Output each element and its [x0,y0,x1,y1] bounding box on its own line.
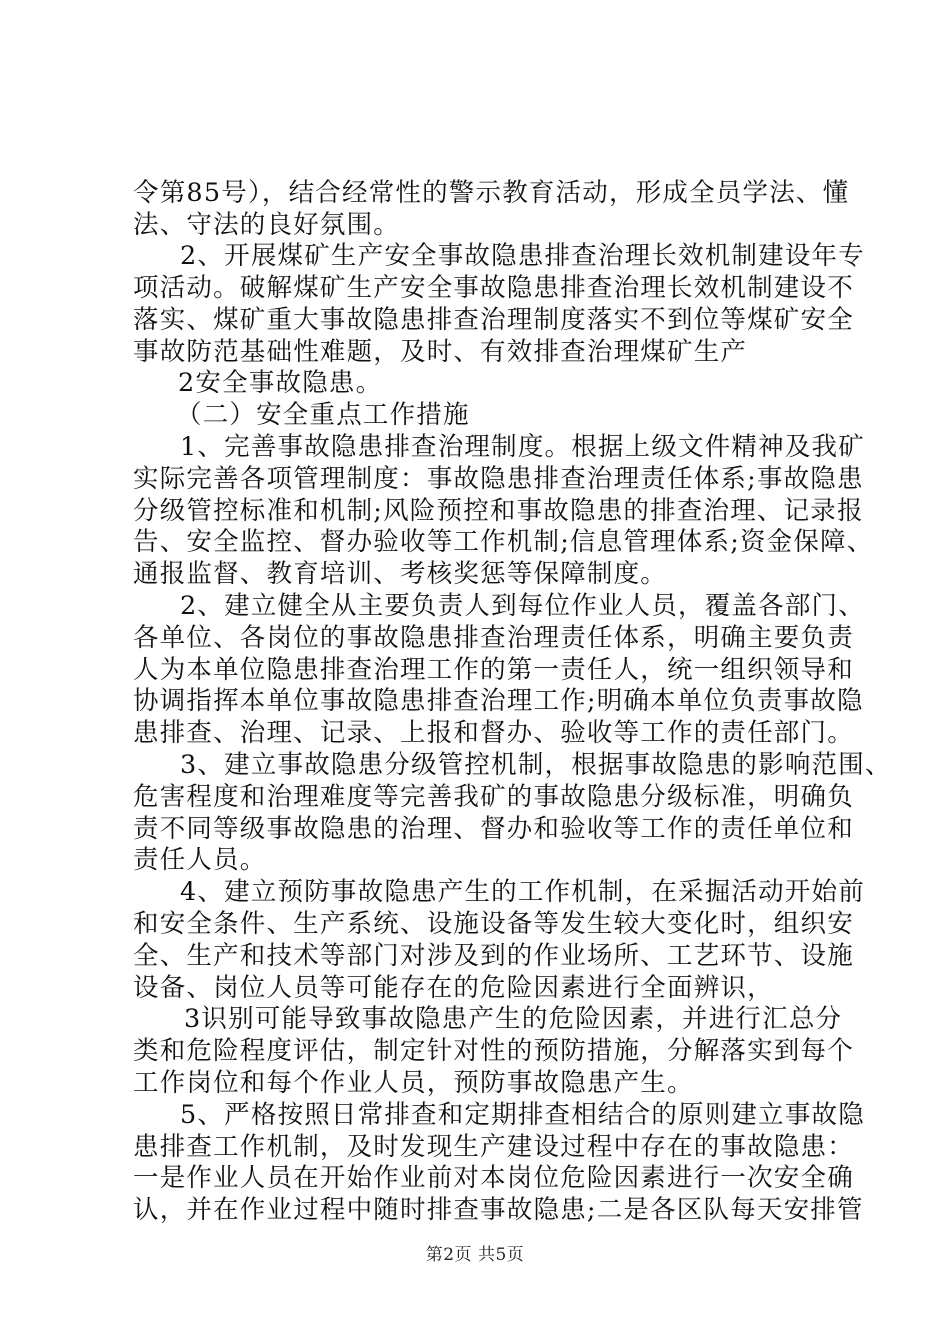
text-line: 责不同等级事故隐患的治理、督办和验收等工作的责任单位和 [133,814,854,844]
text-line: 2、开展煤矿生产安全事故隐患排查治理长效机制建设年专 [180,241,865,271]
text-line: 通报监督、教育培训、考核奖惩等保障制度。 [133,559,668,589]
text-line: 实际完善各项管理制度：事故隐患排查治理责任体系;事故隐患 [133,464,864,494]
text-line: 协调指挥本单位事故隐患排查治理工作;明确本单位负责事故隐 [133,686,864,716]
text-line: 落实、煤矿重大事故隐患排查治理制度落实不到位等煤矿安全 [133,305,854,335]
text-line: 3、建立事故隐患分级管控机制，根据事故隐患的影响范围、 [180,750,892,780]
text-line: 2、建立健全从主要负责人到每位作业人员，覆盖各部门、 [180,591,865,621]
text-line: 告、安全监控、督办验收等工作机制;信息管理体系;资金保障、 [133,527,874,557]
text-line: 项活动。破解煤矿生产安全事故隐患排查治理长效机制建设不 [133,273,854,303]
text-line: 事故防范基础性难题，及时、有效排查治理煤矿生产 [133,337,748,367]
text-line: 分级管控标准和机制;风险预控和事故隐患的排查治理、记录报 [133,496,864,526]
text-line: 患排查、治理、记录、上报和督办、验收等工作的责任部门。 [133,718,854,748]
text-line: 人为本单位隐患排查治理工作的第一责任人，统一组织领导和 [133,655,854,685]
text-line: 类和危险程度评估，制定针对性的预防措施，分解落实到每个 [133,1036,854,1066]
text-line: 和安全条件、生产系统、设施设备等发生较大变化时，组织安 [133,909,854,939]
text-line: 1、完善事故隐患排查治理制度。根据上级文件精神及我矿 [180,432,865,462]
section-heading: （二）安全重点工作措施 [176,400,470,430]
text-line: 4、建立预防事故隐患产生的工作机制，在采掘活动开始前 [180,877,865,907]
text-line: 患排查工作机制，及时发现生产建设过程中存在的事故隐患： [133,1132,854,1162]
text-line: 令第85号），结合经常性的警示教育活动，形成全员学法、懂 [133,178,850,208]
page-number-footer: 第2页 共5页 [425,1245,525,1265]
text-line: 5、严格按照日常排查和定期排查相结合的原则建立事故隐 [180,1100,865,1130]
text-line: 各单位、各岗位的事故隐患排查治理责任体系，明确主要负责 [133,623,854,653]
text-line: 3识别可能导致事故隐患产生的危险因素，并进行汇总分 [184,1004,843,1034]
text-line: 全、生产和技术等部门对涉及到的作业场所、工艺环节、设施 [133,941,854,971]
text-line: 责任人员。 [133,845,267,875]
text-line: 认，并在作业过程中随时排查事故隐患;二是各区队每天安排管 [133,1195,864,1225]
text-line: 一是作业人员在开始作业前对本岗位危险因素进行一次安全确 [133,1163,854,1193]
text-line: 法、守法的良好氛围。 [133,210,401,240]
text-line: 工作岗位和每个作业人员，预防事故隐患产生。 [133,1068,694,1098]
text-line: 设备、岗位人员等可能存在的危险因素进行全面辨识， [133,973,774,1003]
text-line: 危害程度和治理难度等完善我矿的事故隐患分级标准，明确负 [133,782,854,812]
text-line: 2安全事故隐患。 [178,368,383,398]
